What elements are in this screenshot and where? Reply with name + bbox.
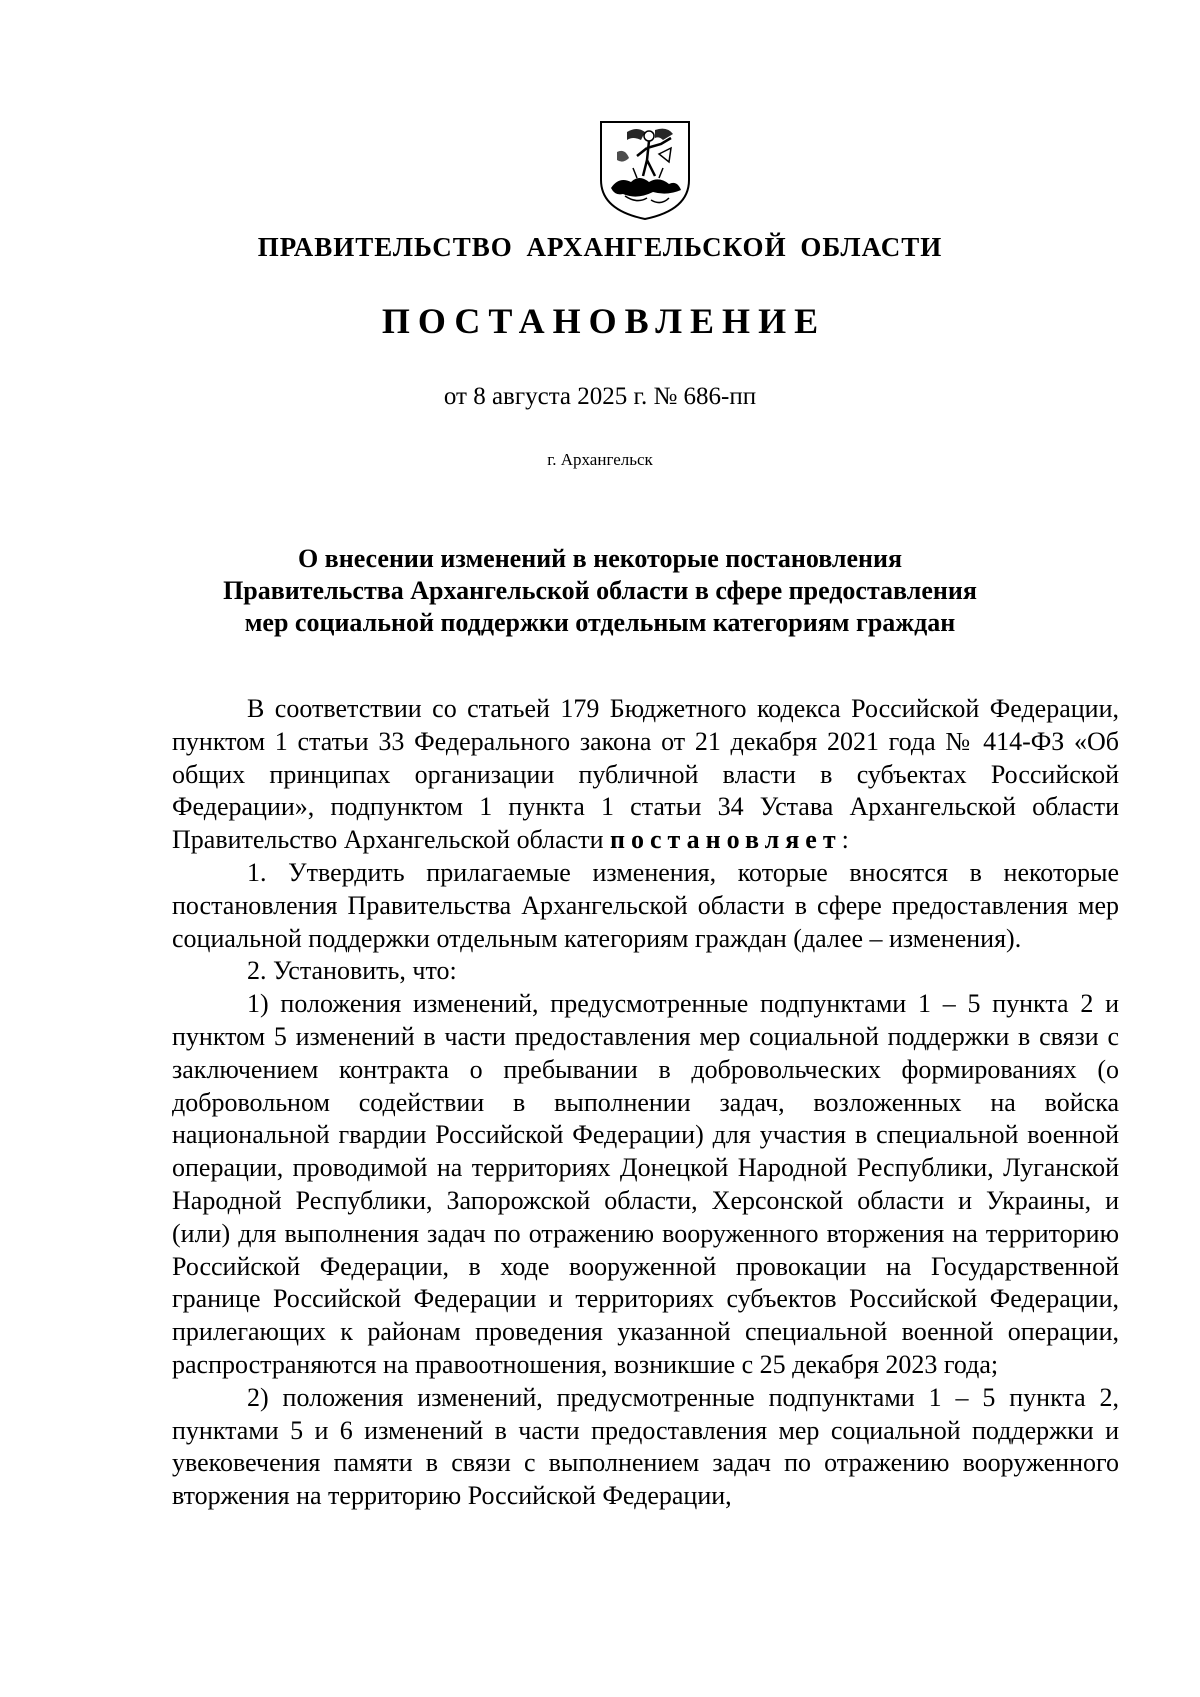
- item-1-paragraph: 1. Утвердить прилагаемые изменения, которые вносятся в некоторые постановления Правительства Архангельской области в сфере предоставления мер социальной поддержки отдельным категориям граждан (далее – изменения).: [172, 857, 1119, 953]
- document-title: [120, 543, 1080, 639]
- document-type: ПОСТАНОВЛЕНИЕ: [381, 301, 827, 341]
- preamble-text: В соответствии со статьей 179 Бюджетного кодекса Российской Федерации, пунктом 1 статьи 33 Федерального закона от 21 декабря 2021 года № 414-ФЗ «Об общих принципах организации публичной власти в субъектах Российской Федерации», подпунктом 1 пункта 1 статьи 34 Устава Архангельской области Правительство Архангельской области: [172, 694, 1119, 855]
- document-city: г. Архангельск: [547, 450, 653, 469]
- resolves-colon: :: [841, 825, 849, 855]
- arkhangelsk-coat-of-arms-icon: [597, 118, 693, 222]
- title-line: мер социальной поддержки отдельным категориям граждан: [244, 608, 956, 637]
- preamble-paragraph: [172, 693, 1119, 857]
- item-2-1-paragraph: 1) положения изменений, предусмотренные подпунктами 1 – 5 пункта 2 и пунктом 5 изменений в части предоставления мер социальной поддержки в связи с заключением контракта о пребывании в добровольческих формированиях (о добровольном содействии в выполнении задач, возложенных на войска национальной гвардии Российской Федерации) для участия в специальной военной операции, проводимой на территориях Донецкой Народной Республики, Луганской Народной Республики, Запорожской области, Херсонской области и Украины, и (или) для выполнения задач по отражению вооруженного вторжения на территорию Российской Федерации, в ходе вооруженной провокации на Государственной границе Российской Федерации и территориях субъектов Российской Федерации, прилегающих к районам проведения указанной специальной военной операции, распространяются на правоотношения, возникшие с 25 декабря 2023 года;: [172, 989, 1119, 1379]
- title-line: Правительства Архангельской области в сфере предоставления: [223, 576, 977, 605]
- organization-name: ПРАВИТЕЛЬСТВО АРХАНГЕЛЬСКОЙ ОБЛАСТИ: [257, 232, 943, 262]
- document-body: [172, 693, 1119, 1513]
- item-2-2-paragraph: 2) положения изменений, предусмотренные подпунктами 1 – 5 пункта 2, пунктами 5 и 6 изменений в части предоставления мер социальной поддержки и увековечения памяти в связи с выполнением задач по отражению вооруженного вторжения на территорию Российской Федерации,: [172, 1382, 1119, 1511]
- title-line: О внесении изменений в некоторые постановления: [297, 544, 903, 573]
- item-2-paragraph: 2. Установить, что:: [247, 956, 457, 986]
- document-date-number: от 8 августа 2025 г. № 686-пп: [443, 383, 757, 410]
- resolves-word: постановляет: [610, 825, 842, 855]
